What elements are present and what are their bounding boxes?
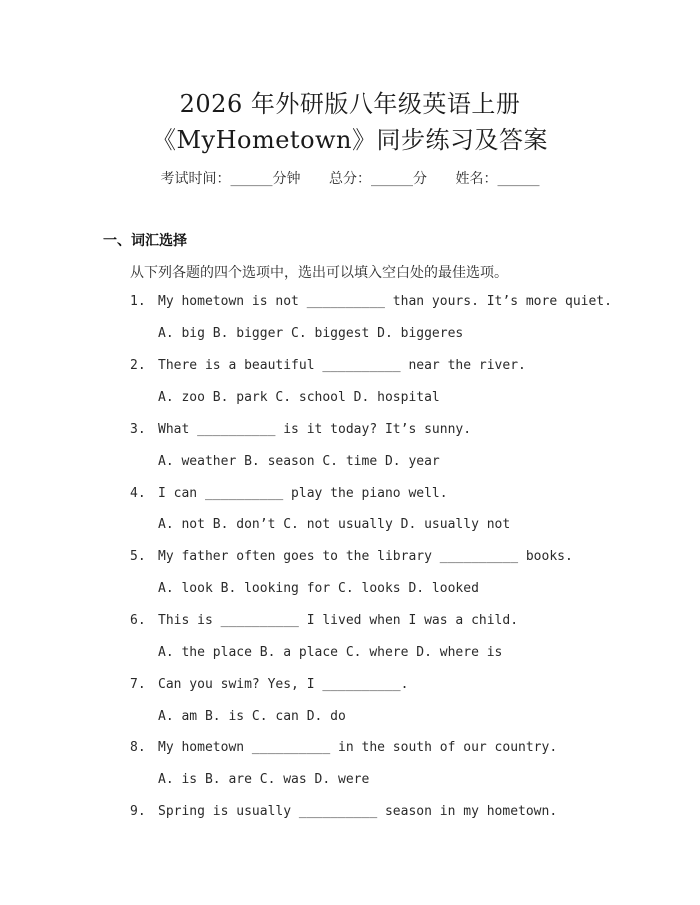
question-text: Spring is usually __________ season in my hometown. — [158, 804, 558, 819]
exam-meta — [0, 168, 700, 188]
question-number: 6. — [130, 613, 146, 628]
question-3 — [130, 422, 471, 437]
document-title-line2: 《MyHometown》同步练习及答案 — [151, 126, 549, 154]
question-4 — [130, 486, 448, 501]
question-text: My hometown __________ in the south of our country. — [158, 740, 558, 755]
question-8 — [130, 740, 557, 755]
question-5-options: A. look B. looking for C. looks D. looked — [158, 581, 479, 596]
question-number: 3. — [130, 422, 146, 437]
question-number: 1. — [130, 294, 146, 309]
question-text: I can __________ play the piano well. — [158, 486, 448, 501]
question-9 — [130, 804, 557, 819]
question-text: This is __________ I lived when I was a child. — [158, 613, 519, 628]
question-number: 5. — [130, 549, 146, 564]
question-1-options: A. big B. bigger C. biggest D. biggeres — [158, 326, 464, 341]
exam-time: 考试时间：______分钟 — [160, 171, 301, 187]
question-6-options: A. the place B. a place C. where D. where is — [158, 645, 503, 660]
question-3-options: A. weather B. season C. time D. year — [158, 454, 440, 469]
question-text: Can you swim? Yes, I __________. — [158, 677, 409, 692]
question-1 — [130, 294, 612, 309]
question-2 — [130, 358, 526, 373]
question-7-options: A. am B. is C. can D. do — [158, 709, 346, 724]
question-text: My hometown is not __________ than yours. It’s more quiet. — [158, 294, 612, 309]
question-text: There is a beautiful __________ near the river. — [158, 358, 526, 373]
question-4-options: A. not B. don’t C. not usually D. usually not — [158, 517, 511, 532]
question-2-options: A. zoo B. park C. school D. hospital — [158, 390, 440, 405]
question-number: 8. — [130, 740, 146, 755]
section-heading: 一、词汇选择 — [103, 233, 187, 249]
question-8-options: A. is B. are C. was D. were — [158, 772, 370, 787]
question-number: 9. — [130, 804, 146, 819]
question-text: My father often goes to the library __________ books. — [158, 549, 573, 564]
total-score: 总分：______分 — [329, 171, 427, 187]
student-name: 姓名：______ — [455, 171, 540, 187]
question-text: What __________ is it today? It’s sunny. — [158, 422, 472, 437]
question-number: 2. — [130, 358, 146, 373]
question-number: 7. — [130, 677, 146, 692]
question-6 — [130, 613, 518, 628]
section-instruction: 从下列各题的四个选项中，选出可以填入空白处的最佳选项。 — [130, 265, 508, 281]
question-7 — [130, 677, 408, 692]
question-5 — [130, 549, 573, 564]
question-number: 4. — [130, 486, 146, 501]
document-title-line1: 2026 年外研版八年级英语上册 — [179, 90, 521, 118]
